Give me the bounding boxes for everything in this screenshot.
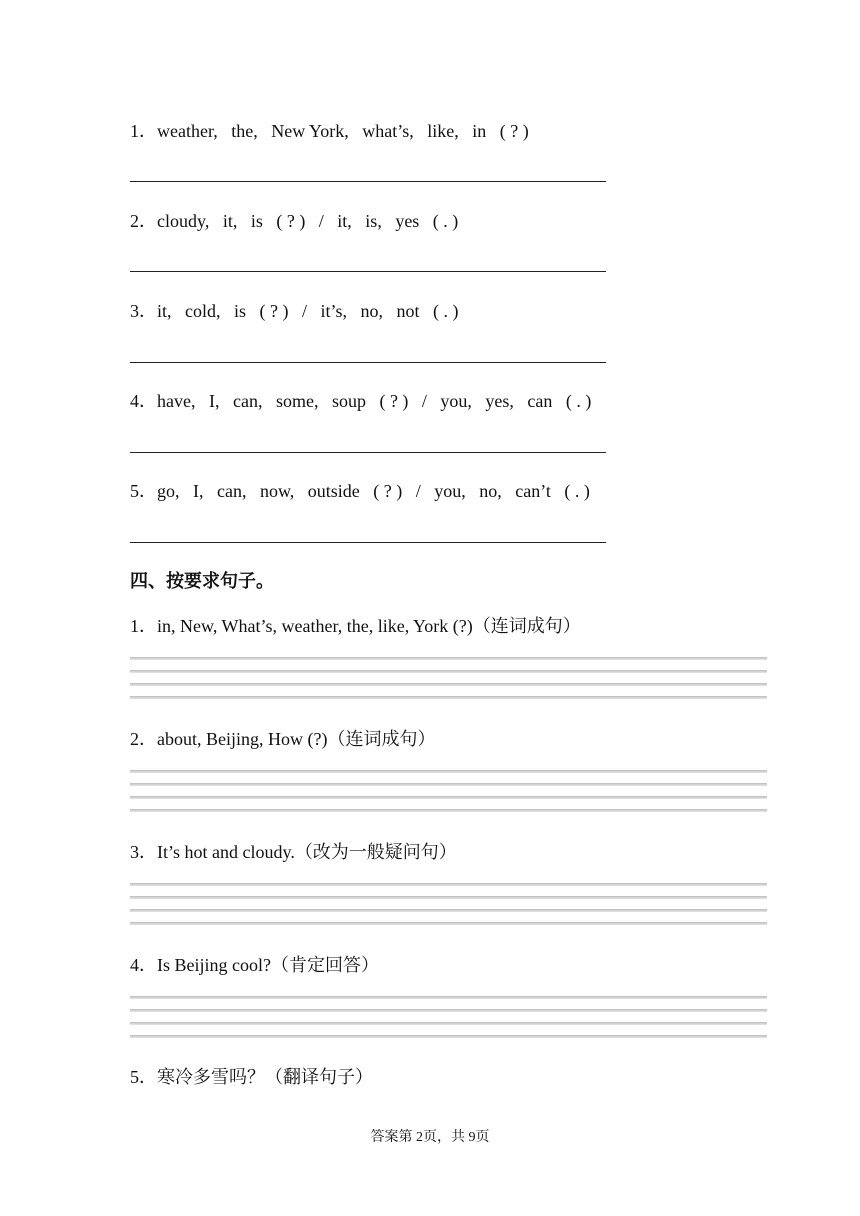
section-heading: 四、按要求句子。 xyxy=(130,571,274,591)
writing-lines-2 xyxy=(130,770,767,814)
question-number: 1． xyxy=(130,616,157,636)
question-number: 4． xyxy=(130,955,157,975)
part3-question-5 xyxy=(130,477,590,503)
question-text: cloudy, it, is ( ? ) / it, is, yes ( . ) xyxy=(157,211,459,231)
part3-question-1 xyxy=(130,117,529,143)
answer-line-3 xyxy=(130,362,606,363)
writing-lines-3 xyxy=(130,883,767,927)
writing-lines-4 xyxy=(130,996,767,1040)
question-number: 5． xyxy=(130,481,157,501)
answer-line-2 xyxy=(130,271,606,272)
question-number: 5． xyxy=(130,1067,157,1087)
question-text: weather, the, New York, what’s, like, in ( ? ) xyxy=(157,121,529,141)
writing-lines-1 xyxy=(130,657,767,701)
part3-question-3 xyxy=(130,297,458,323)
part4-question-3 xyxy=(130,838,457,864)
question-text: 寒冷多雪吗？（翻译句子） xyxy=(157,1067,373,1087)
question-number: 2． xyxy=(130,729,157,749)
question-number: 4． xyxy=(130,391,157,411)
question-text: have, I, can, some, soup ( ? ) / you, yes, can ( . ) xyxy=(157,391,592,411)
question-text: about, Beijing, How (?)（连词成句） xyxy=(157,729,436,749)
question-number: 1． xyxy=(130,121,157,141)
page-footer: 答案第 2页，共 9页 xyxy=(370,1130,490,1145)
question-text: go, I, can, now, outside ( ? ) / you, no, can’t ( . ) xyxy=(157,481,590,501)
part4-question-5 xyxy=(130,1063,373,1089)
question-text: it, cold, is ( ? ) / it’s, no, not ( . ) xyxy=(157,301,459,321)
question-number: 3． xyxy=(130,842,157,862)
answer-line-5 xyxy=(130,542,606,543)
question-text: Is Beijing cool?（肯定回答） xyxy=(157,955,379,975)
part4-question-1 xyxy=(130,612,581,638)
answer-line-4 xyxy=(130,452,606,453)
part3-question-2 xyxy=(130,207,458,233)
part3-question-4 xyxy=(130,387,591,413)
question-number: 2． xyxy=(130,211,157,231)
part4-question-2 xyxy=(130,725,435,751)
answer-line-1 xyxy=(130,181,606,182)
question-number: 3． xyxy=(130,301,157,321)
question-text: It’s hot and cloudy.（改为一般疑问句） xyxy=(157,842,457,862)
part4-question-4 xyxy=(130,951,379,977)
question-text: in, New, What’s, weather, the, like, York (?)（连词成句） xyxy=(157,616,581,636)
